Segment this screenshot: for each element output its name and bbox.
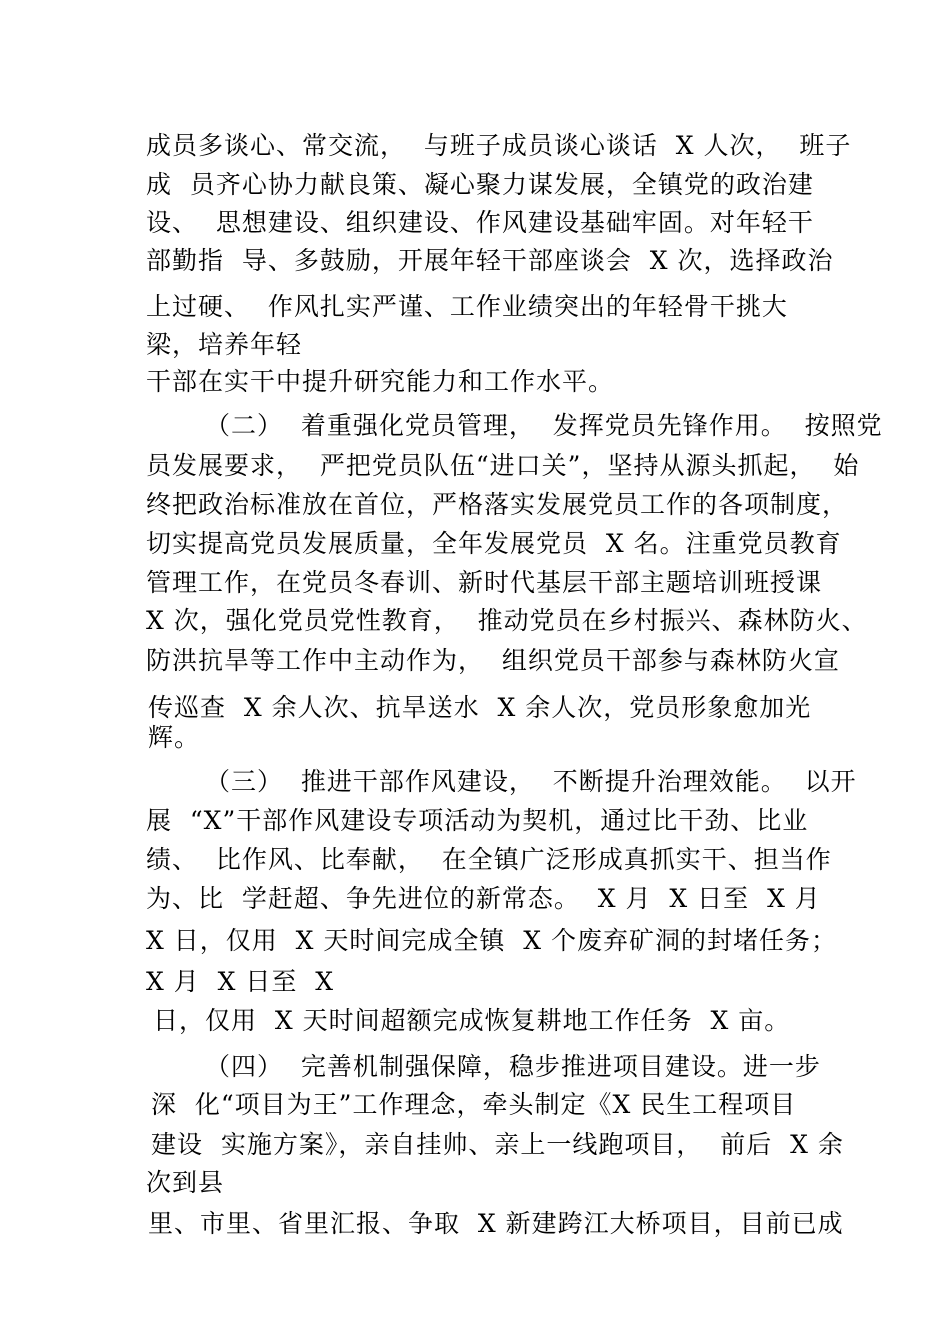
section-heading-3: （三） 推进干部作风建设， 不断提升治理效能。 以开: [205, 767, 857, 796]
text-line: 次到县: [146, 1168, 225, 1197]
text-line: 干部在实干中提升研究能力和工作水平。: [146, 367, 615, 396]
section-heading-4: （四） 完善机制强保障，稳步推进项目建设。进一步: [205, 1052, 821, 1081]
text-line: 展 “X”干部作风建设专项活动为契机，通过比干劲、比业: [146, 806, 809, 835]
text-line: X 次，强化党员党性教育， 推动党员在乡村振兴、森林防火、: [146, 606, 868, 635]
text-line: X 月 X 日至 X: [146, 967, 335, 996]
text-line: 终把政治标准放在首位，严格落实发展党员工作的各项制度，: [146, 490, 849, 519]
text-line: 辉。: [148, 723, 201, 752]
text-line: 为、比 学赶超、争先进位的新常态。 X 月 X 日至 X 月: [146, 884, 821, 913]
text-line: 梁，培养年轻: [146, 330, 303, 359]
text-line: 绩、 比作风、比奉献， 在全镇广泛形成真抓实干、担当作: [146, 845, 832, 874]
text-line: 切实提高党员发展质量，全年发展党员 X 名。注重党员教育: [146, 529, 842, 558]
text-line: 部勤指 导、多鼓励，开展年轻干部座谈会 X 次，选择政治: [146, 246, 834, 275]
text-line: 管理工作，在党员冬春训、新时代基层干部主题培训班授课: [146, 568, 823, 597]
text-line: 员发展要求， 严把党员队伍“进口关”，坚持从源头抓起， 始: [146, 451, 860, 480]
text-line: 上过硬、 作风扎实严谨、工作业绩突出的年轻骨干挑大: [146, 292, 788, 321]
text-line: 日，仅用 X 天时间超额完成恢复耕地工作任务 X 亩。: [153, 1006, 791, 1035]
section-heading-2: （二） 着重强化党员管理， 发挥党员先锋作用。 按照党: [205, 411, 883, 440]
text-line: 成 员齐心协力献良策、凝心聚力谋发展，全镇党的政治建: [146, 170, 814, 199]
text-line: 里、市里、省里汇报、争取 X 新建跨江大桥项目，目前已成: [148, 1209, 844, 1238]
text-line: 建设 实施方案》，亲自挂帅、亲上一线跑项目， 前后 X 余: [151, 1130, 844, 1159]
text-line: 成员多谈心、常交流， 与班子成员谈心谈话 X 人次， 班子: [146, 131, 852, 160]
text-line: 深 化“项目为王”工作理念，牵头制定《X 民生工程项目: [151, 1090, 797, 1119]
text-line: 防洪抗旱等工作中主动作为， 组织党员干部参与森林防火宣: [146, 646, 840, 675]
text-line: 传巡查 X 余人次、抗旱送水 X 余人次，党员形象愈加光: [148, 693, 812, 722]
text-line: X 日，仅用 X 天时间完成全镇 X 个废弃矿洞的封堵任务；: [146, 926, 838, 955]
text-line: 设、 思想建设、组织建设、作风建设基础牢固。对年轻干: [146, 208, 814, 237]
